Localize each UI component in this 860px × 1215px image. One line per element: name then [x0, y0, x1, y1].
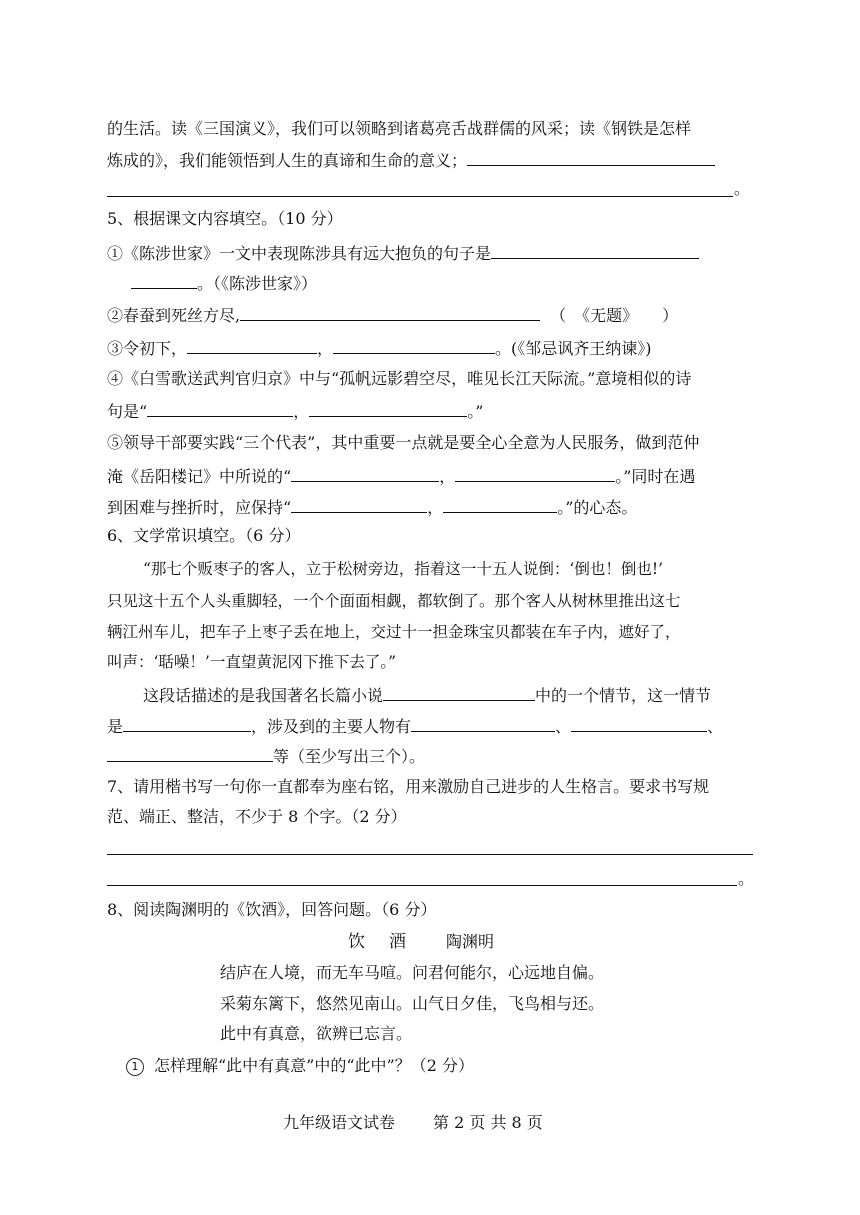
q6-question-line1: 这段话描述的是我国著名长篇小说 中的一个情节，这一情节	[143, 683, 711, 705]
poem-title: 饮 酒 陶渊明	[348, 932, 495, 952]
answer-blank[interactable]	[291, 464, 439, 482]
q6-passage-line4: 叫声：‘聒噪！’一直望黄泥冈下推下去了。”	[107, 653, 397, 671]
answer-blank[interactable]	[131, 271, 197, 289]
q4-period: 。	[734, 179, 751, 198]
answer-blank[interactable]	[455, 464, 615, 482]
q6-passage-line1: “那七个贩枣子的客人，立于松树旁边，指着这一十五人说倒：‘倒也！倒也!’	[143, 560, 664, 578]
q8-subquestion-1: 1 怎样理解“此中有真意”中的“此中”？（2 分）	[126, 1055, 474, 1077]
poem-verse-1: 结庐在人境，而无车马喧。问君何能尔，心远地自偏。	[220, 963, 605, 982]
q5-item3: ③令初下， ， 。(《邹忌讽齐王纳谏》)	[107, 336, 652, 358]
answer-blank[interactable]	[107, 744, 273, 762]
q7-line2: 范、端正、整洁，不少于 8 个字。（2 分）	[107, 807, 407, 826]
q5-item5-line3: 到困难与挫折时，应保持“ ， 。”的心态。	[107, 495, 637, 517]
q5-item2: ②春蚕到死丝方尽, （ 《无题》 ）	[107, 303, 678, 325]
answer-blank[interactable]	[383, 683, 535, 701]
answer-line[interactable]	[107, 196, 733, 197]
q5-item5-line2: 淹《岳阳楼记》中所说的“ ， 。”同时在遇	[107, 464, 695, 486]
q6-question-line3: 等（至少写出三个）。	[107, 744, 425, 766]
q4-continuation-line1: 的生活。读《三国演义》，我们可以领略到诸葛亮舌战群儒的风采；读《钢铁是怎样	[107, 119, 692, 138]
q5-item1-line1: ①《陈涉世家》一文中表现陈涉具有远大抱负的句子是	[107, 241, 699, 263]
answer-line[interactable]	[107, 854, 753, 855]
answer-blank[interactable]	[443, 495, 557, 513]
q6-passage-line3: 辆江州车儿，把车子上枣子丢在地上，交过十一担金珠宝贝都装在车子内，遮好了，	[107, 623, 681, 641]
q8-title: 8、阅读陶渊明的《饮酒》，回答问题。（6 分）	[107, 900, 437, 919]
answer-blank[interactable]	[187, 336, 317, 354]
answer-blank[interactable]	[147, 399, 293, 417]
answer-blank[interactable]	[411, 714, 555, 732]
answer-blank[interactable]	[491, 241, 699, 259]
answer-blank[interactable]	[123, 714, 251, 732]
answer-line[interactable]	[107, 885, 737, 886]
q5-item4-line1: ④《白雪歌送武判官归京》中与“孤帆远影碧空尽，唯见长江天际流。”意境相似的诗	[107, 369, 692, 388]
q5-item5-line1: ⑤领导干部要实践“三个代表”，其中重要一点就是要全心全意为人民服务，做到范仲	[107, 433, 700, 452]
circled-number: 1	[126, 1058, 144, 1076]
q6-question-line2: 是 ，涉及到的主要人物有 、 、	[107, 714, 723, 736]
poem-verse-2: 采菊东篱下，悠然见南山。山气日夕佳，飞鸟相与还。	[220, 994, 605, 1013]
page-footer: 九年级语文试卷 第 2 页 共 8 页	[283, 1113, 543, 1132]
answer-blank[interactable]	[467, 148, 715, 166]
q5-title: 5、根据课文内容填空。（10 分）	[107, 209, 343, 228]
answer-blank[interactable]	[309, 399, 467, 417]
answer-blank[interactable]	[240, 303, 540, 321]
q6-passage-line2: 只见这十五个人头重脚轻，一个个面面相觑，都软倒了。那个客人从树林里推出这七	[107, 592, 681, 610]
q5-item1-line2: 。（《陈涉世家》）	[107, 271, 317, 293]
q5-item4-line2: 句是“ ， 。”	[107, 399, 483, 421]
q7-line1: 7、请用楷书写一句你一直都奉为座右铭，用来激励自己进步的人生格言。要求书写规	[107, 777, 710, 796]
answer-blank[interactable]	[333, 336, 495, 354]
poem-verse-3: 此中有真意，欲辨已忘言。	[220, 1024, 413, 1043]
q4-continuation-line2: 炼成的》，我们能领悟到人生的真谛和生命的意义；	[107, 148, 715, 170]
answer-blank[interactable]	[291, 495, 427, 513]
answer-blank[interactable]	[571, 714, 707, 732]
q6-title: 6、文学常识填空。（6 分）	[107, 526, 301, 545]
q7-period: 。	[738, 869, 755, 888]
